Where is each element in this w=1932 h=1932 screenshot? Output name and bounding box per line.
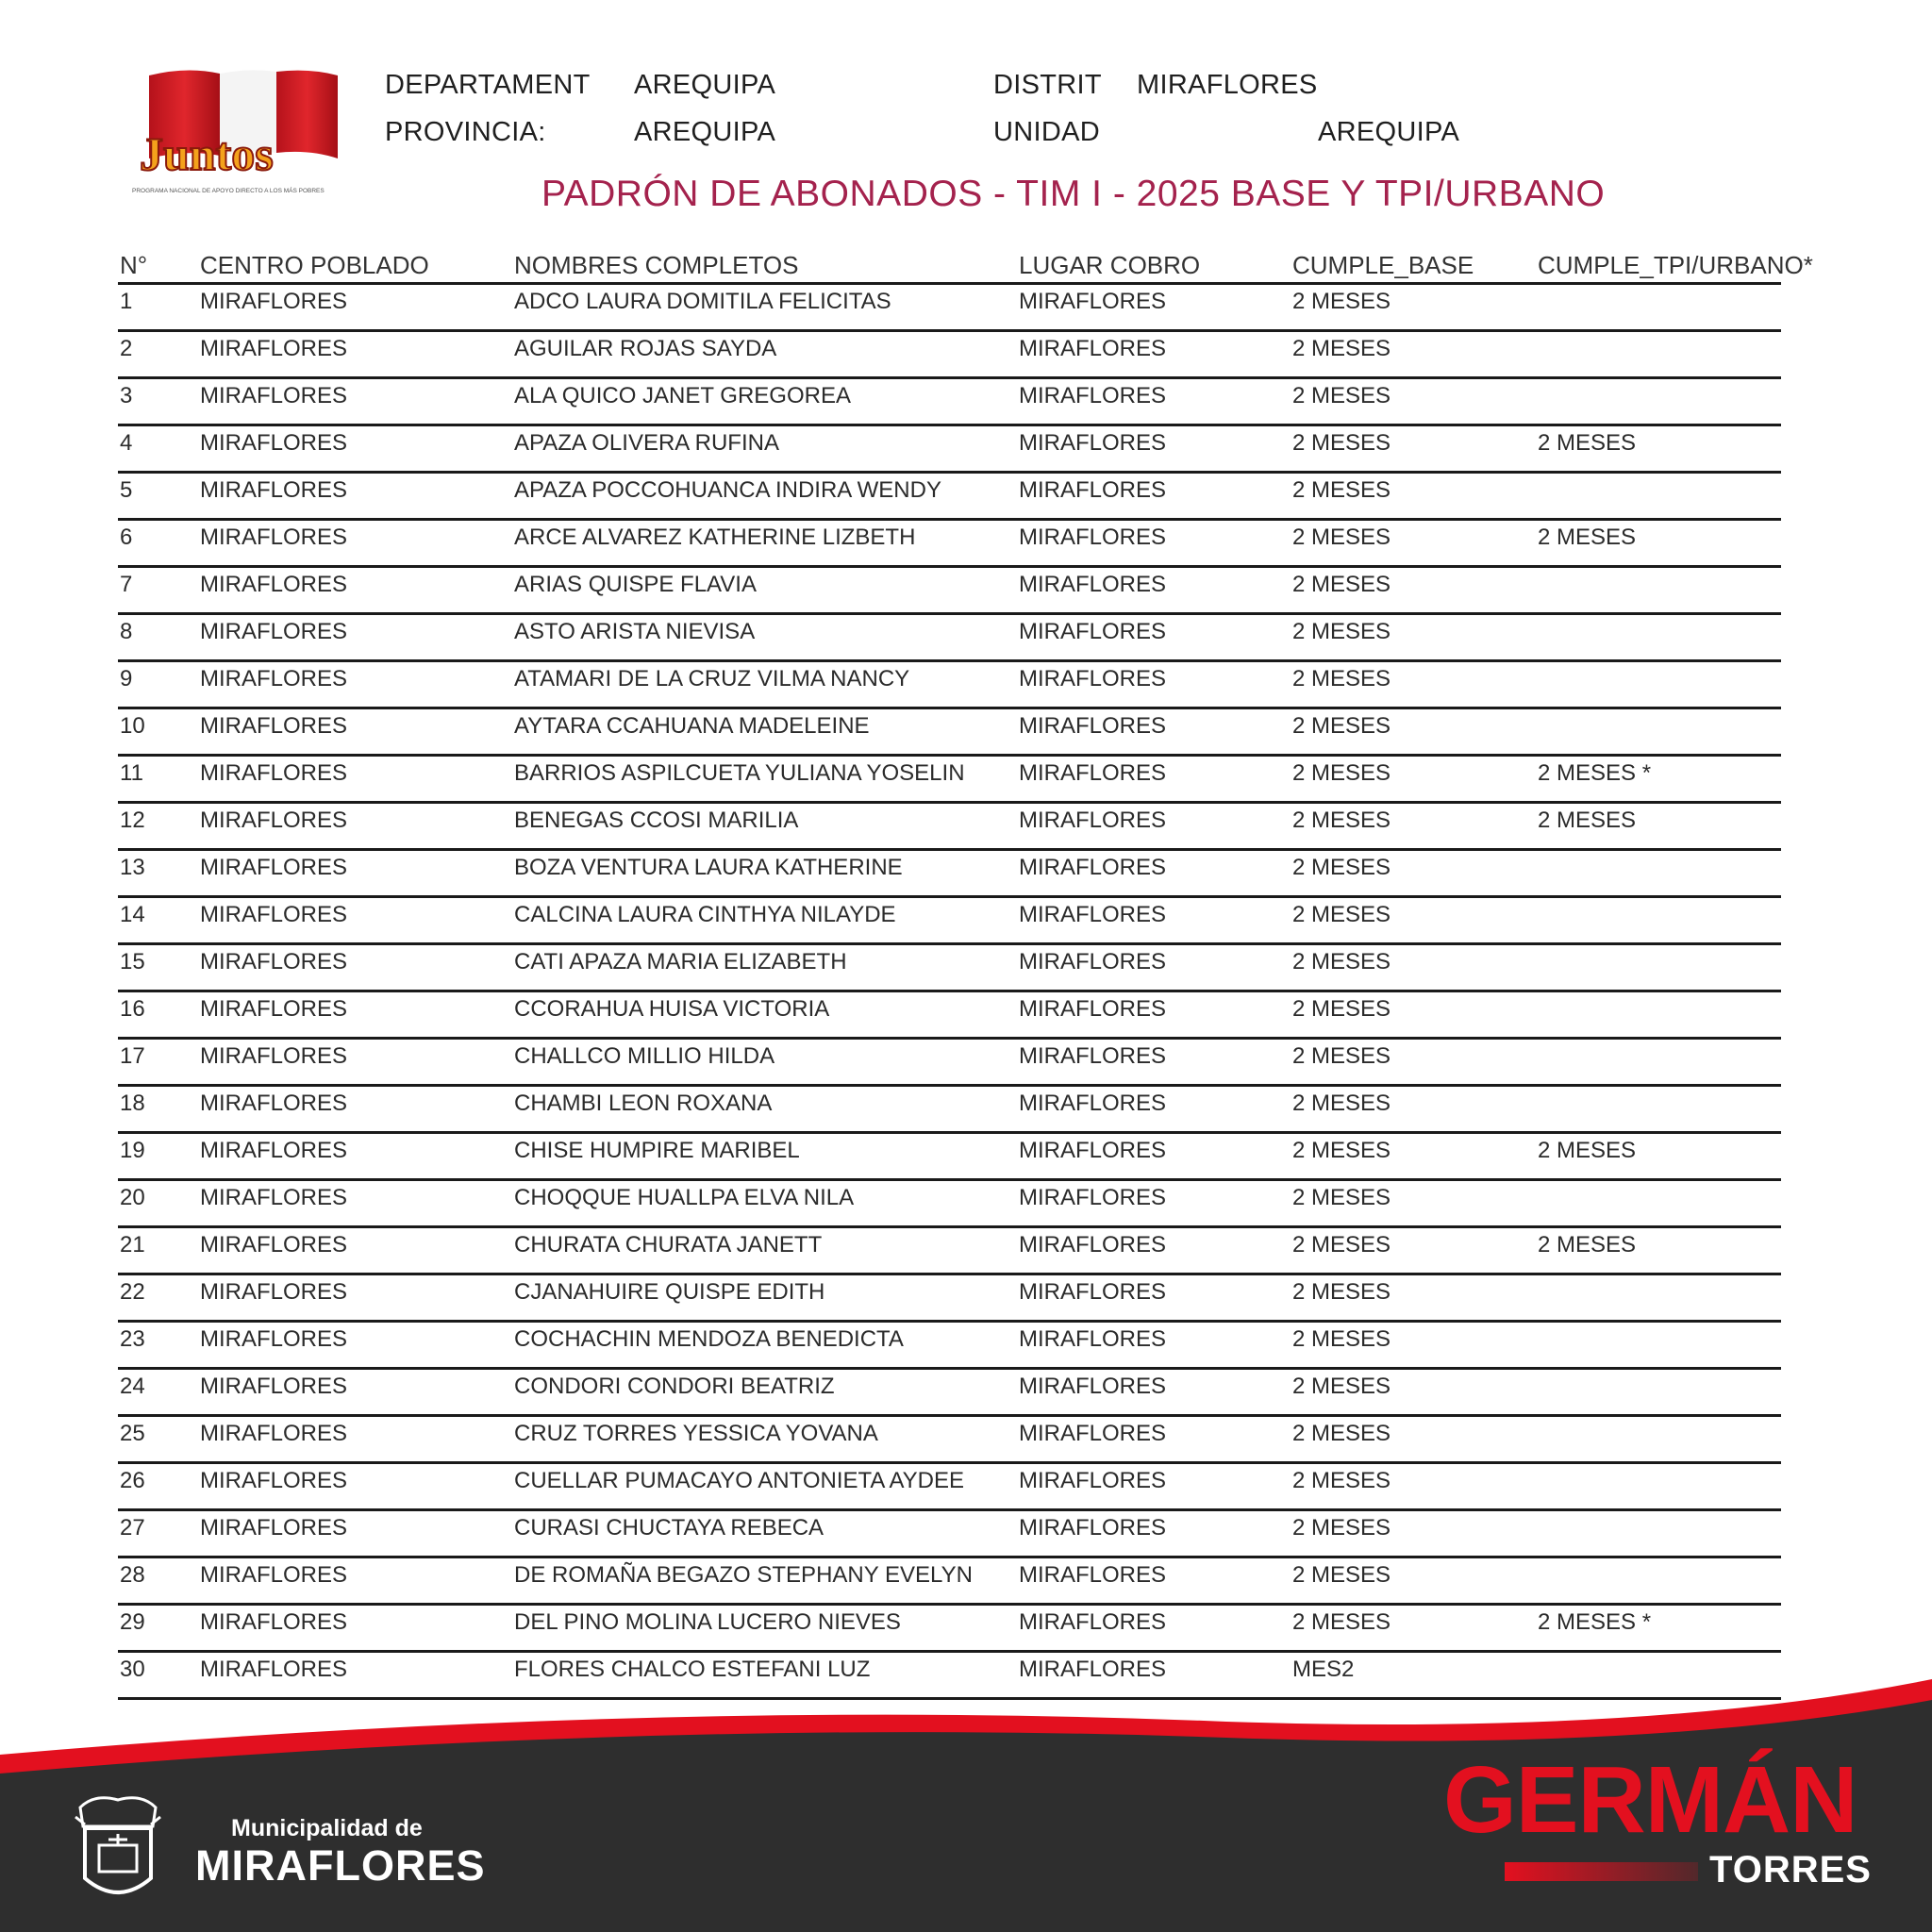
row-cumple-tpi: 2 MESES bbox=[1538, 1232, 1637, 1257]
row-lugar-cobro: MIRAFLORES bbox=[1019, 713, 1167, 739]
table-row bbox=[118, 709, 1781, 757]
row-centro-poblado: MIRAFLORES bbox=[200, 713, 348, 739]
table-row bbox=[118, 1417, 1781, 1464]
row-lugar-cobro: MIRAFLORES bbox=[1019, 572, 1167, 597]
row-nombre: CCORAHUA HUISA VICTORIA bbox=[514, 996, 830, 1022]
row-centro-poblado: MIRAFLORES bbox=[200, 383, 348, 408]
row-number: 23 bbox=[120, 1326, 145, 1352]
row-number: 8 bbox=[120, 619, 133, 644]
brand-name-last: TORRES bbox=[1709, 1849, 1872, 1890]
table-row bbox=[118, 1370, 1781, 1417]
row-nombre: CHALLCO MILLIO HILDA bbox=[514, 1043, 775, 1069]
row-centro-poblado: MIRAFLORES bbox=[200, 1468, 348, 1493]
row-nombre: ARCE ALVAREZ KATHERINE LIZBETH bbox=[514, 525, 916, 550]
row-centro-poblado: MIRAFLORES bbox=[200, 902, 348, 927]
row-centro-poblado: MIRAFLORES bbox=[200, 1421, 348, 1446]
row-cumple-base: 2 MESES bbox=[1292, 855, 1391, 880]
row-nombre: APAZA POCCOHUANCA INDIRA WENDY bbox=[514, 477, 941, 503]
row-cumple-base: 2 MESES bbox=[1292, 1515, 1391, 1541]
row-nombre: CHISE HUMPIRE MARIBEL bbox=[514, 1138, 800, 1163]
row-lugar-cobro: MIRAFLORES bbox=[1019, 619, 1167, 644]
table-row bbox=[118, 757, 1781, 804]
brand-name-first: GERMÁN bbox=[1443, 1747, 1857, 1853]
row-centro-poblado: MIRAFLORES bbox=[200, 855, 348, 880]
row-nombre: CONDORI CONDORI BEATRIZ bbox=[514, 1374, 835, 1399]
row-lugar-cobro: MIRAFLORES bbox=[1019, 1279, 1167, 1305]
row-number: 18 bbox=[120, 1091, 145, 1116]
row-number: 6 bbox=[120, 525, 133, 550]
table-row bbox=[118, 1087, 1781, 1134]
row-number: 28 bbox=[120, 1562, 145, 1588]
row-number: 9 bbox=[120, 666, 133, 691]
row-centro-poblado: MIRAFLORES bbox=[200, 808, 348, 833]
row-number: 24 bbox=[120, 1374, 145, 1399]
row-centro-poblado: MIRAFLORES bbox=[200, 572, 348, 597]
row-centro-poblado: MIRAFLORES bbox=[200, 525, 348, 550]
row-centro-poblado: MIRAFLORES bbox=[200, 949, 348, 974]
table-row bbox=[118, 332, 1781, 379]
provincia-value: AREQUIPA bbox=[634, 117, 776, 147]
table-row bbox=[118, 1275, 1781, 1323]
row-number: 11 bbox=[120, 760, 143, 786]
row-lugar-cobro: MIRAFLORES bbox=[1019, 1374, 1167, 1399]
row-centro-poblado: MIRAFLORES bbox=[200, 1138, 348, 1163]
row-lugar-cobro: MIRAFLORES bbox=[1019, 289, 1167, 314]
row-cumple-base: 2 MESES bbox=[1292, 666, 1391, 691]
row-number: 22 bbox=[120, 1279, 145, 1305]
table-row bbox=[118, 1511, 1781, 1558]
row-lugar-cobro: MIRAFLORES bbox=[1019, 1043, 1167, 1069]
table-row bbox=[118, 1606, 1781, 1653]
row-centro-poblado: MIRAFLORES bbox=[200, 336, 348, 361]
table-row bbox=[118, 1181, 1781, 1228]
row-cumple-base: 2 MESES bbox=[1292, 1232, 1391, 1257]
row-nombre: CHAMBI LEON ROXANA bbox=[514, 1091, 773, 1116]
row-lugar-cobro: MIRAFLORES bbox=[1019, 430, 1167, 456]
row-cumple-base: 2 MESES bbox=[1292, 808, 1391, 833]
row-lugar-cobro: MIRAFLORES bbox=[1019, 336, 1167, 361]
row-cumple-base: 2 MESES bbox=[1292, 1421, 1391, 1446]
row-cumple-base: 2 MESES bbox=[1292, 383, 1391, 408]
municipality-label-big: MIRAFLORES bbox=[195, 1841, 486, 1890]
row-number: 15 bbox=[120, 949, 145, 974]
row-cumple-base: 2 MESES bbox=[1292, 996, 1391, 1022]
juntos-logo bbox=[130, 66, 366, 198]
row-cumple-base: 2 MESES bbox=[1292, 713, 1391, 739]
row-centro-poblado: MIRAFLORES bbox=[200, 666, 348, 691]
row-lugar-cobro: MIRAFLORES bbox=[1019, 855, 1167, 880]
row-number: 25 bbox=[120, 1421, 145, 1446]
row-lugar-cobro: MIRAFLORES bbox=[1019, 949, 1167, 974]
table-row bbox=[118, 379, 1781, 426]
row-cumple-tpi: 2 MESES bbox=[1538, 525, 1637, 550]
row-lugar-cobro: MIRAFLORES bbox=[1019, 383, 1167, 408]
row-cumple-base: 2 MESES bbox=[1292, 760, 1391, 786]
row-cumple-base: 2 MESES bbox=[1292, 572, 1391, 597]
row-lugar-cobro: MIRAFLORES bbox=[1019, 996, 1167, 1022]
row-cumple-tpi: 2 MESES bbox=[1538, 1138, 1637, 1163]
row-cumple-base: 2 MESES bbox=[1292, 1468, 1391, 1493]
row-cumple-base: 2 MESES bbox=[1292, 336, 1391, 361]
row-cumple-base: 2 MESES bbox=[1292, 1091, 1391, 1116]
table-row bbox=[118, 945, 1781, 992]
departament-value: AREQUIPA bbox=[634, 70, 776, 100]
row-lugar-cobro: MIRAFLORES bbox=[1019, 1515, 1167, 1541]
table-row bbox=[118, 474, 1781, 521]
row-number: 26 bbox=[120, 1468, 145, 1493]
row-nombre: DE ROMAÑA BEGAZO STEPHANY EVELYN bbox=[514, 1562, 973, 1588]
row-lugar-cobro: MIRAFLORES bbox=[1019, 1185, 1167, 1210]
table-row bbox=[118, 1558, 1781, 1606]
row-lugar-cobro: MIRAFLORES bbox=[1019, 808, 1167, 833]
unidad-value: AREQUIPA bbox=[1318, 117, 1460, 147]
row-centro-poblado: MIRAFLORES bbox=[200, 1562, 348, 1588]
row-number: 3 bbox=[120, 383, 133, 408]
table-row bbox=[118, 1323, 1781, 1370]
row-centro-poblado: MIRAFLORES bbox=[200, 1091, 348, 1116]
row-number: 4 bbox=[120, 430, 133, 456]
row-nombre: CATI APAZA MARIA ELIZABETH bbox=[514, 949, 847, 974]
row-centro-poblado: MIRAFLORES bbox=[200, 1374, 348, 1399]
table-row bbox=[118, 851, 1781, 898]
table-row bbox=[118, 804, 1781, 851]
row-nombre: CHURATA CHURATA JANETT bbox=[514, 1232, 823, 1257]
row-cumple-base: 2 MESES bbox=[1292, 1185, 1391, 1210]
table-row bbox=[118, 615, 1781, 662]
row-centro-poblado: MIRAFLORES bbox=[200, 1515, 348, 1541]
table-row bbox=[118, 521, 1781, 568]
row-cumple-base: 2 MESES bbox=[1292, 1374, 1391, 1399]
row-number: 21 bbox=[120, 1232, 145, 1257]
svg-text:Juntos: Juntos bbox=[140, 127, 274, 180]
row-nombre: BOZA VENTURA LAURA KATHERINE bbox=[514, 855, 903, 880]
row-nombre: ADCO LAURA DOMITILA FELICITAS bbox=[514, 289, 891, 314]
table-row bbox=[118, 662, 1781, 709]
row-nombre: ALA QUICO JANET GREGOREA bbox=[514, 383, 851, 408]
distrit-label: DISTRIT bbox=[993, 70, 1102, 100]
row-nombre: ASTO ARISTA NIEVISA bbox=[514, 619, 756, 644]
row-number: 29 bbox=[120, 1609, 145, 1635]
row-lugar-cobro: MIRAFLORES bbox=[1019, 1091, 1167, 1116]
row-nombre: ARIAS QUISPE FLAVIA bbox=[514, 572, 757, 597]
row-number: 30 bbox=[120, 1657, 145, 1682]
row-nombre: DEL PINO MOLINA LUCERO NIEVES bbox=[514, 1609, 901, 1635]
column-header-lugar-cobro: LUGAR COBRO bbox=[1019, 251, 1201, 279]
table-body bbox=[118, 285, 1781, 1700]
row-nombre: AGUILAR ROJAS SAYDA bbox=[514, 336, 777, 361]
row-cumple-tpi: 2 MESES bbox=[1538, 430, 1637, 456]
row-lugar-cobro: MIRAFLORES bbox=[1019, 666, 1167, 691]
row-number: 27 bbox=[120, 1515, 145, 1541]
table-row bbox=[118, 898, 1781, 945]
table-row bbox=[118, 992, 1781, 1040]
row-cumple-base: 2 MESES bbox=[1292, 289, 1391, 314]
row-cumple-base: 2 MESES bbox=[1292, 949, 1391, 974]
row-cumple-base: 2 MESES bbox=[1292, 1043, 1391, 1069]
row-centro-poblado: MIRAFLORES bbox=[200, 1279, 348, 1305]
row-lugar-cobro: MIRAFLORES bbox=[1019, 902, 1167, 927]
row-lugar-cobro: MIRAFLORES bbox=[1019, 1421, 1167, 1446]
row-lugar-cobro: MIRAFLORES bbox=[1019, 1562, 1167, 1588]
row-cumple-base: MES2 bbox=[1292, 1657, 1355, 1682]
table-header bbox=[118, 247, 1813, 285]
row-centro-poblado: MIRAFLORES bbox=[200, 430, 348, 456]
table-row bbox=[118, 1464, 1781, 1511]
row-nombre: COCHACHIN MENDOZA BENEDICTA bbox=[514, 1326, 904, 1352]
row-lugar-cobro: MIRAFLORES bbox=[1019, 1657, 1167, 1682]
table-row bbox=[118, 568, 1781, 615]
table-row bbox=[118, 1040, 1781, 1087]
row-number: 13 bbox=[120, 855, 145, 880]
row-nombre: CHOQQUE HUALLPA ELVA NILA bbox=[514, 1185, 855, 1210]
row-lugar-cobro: MIRAFLORES bbox=[1019, 1468, 1167, 1493]
departament-label: DEPARTAMENT bbox=[385, 70, 591, 100]
row-lugar-cobro: MIRAFLORES bbox=[1019, 1232, 1167, 1257]
row-centro-poblado: MIRAFLORES bbox=[200, 1232, 348, 1257]
row-centro-poblado: MIRAFLORES bbox=[200, 1609, 348, 1635]
row-cumple-tpi: 2 MESES * bbox=[1538, 760, 1652, 786]
row-cumple-tpi: 2 MESES * bbox=[1538, 1609, 1652, 1635]
row-lugar-cobro: MIRAFLORES bbox=[1019, 760, 1167, 786]
table-row bbox=[118, 1228, 1781, 1275]
row-centro-poblado: MIRAFLORES bbox=[200, 619, 348, 644]
row-number: 20 bbox=[120, 1185, 145, 1210]
row-lugar-cobro: MIRAFLORES bbox=[1019, 477, 1167, 503]
table-row bbox=[118, 1134, 1781, 1181]
row-nombre: CJANAHUIRE QUISPE EDITH bbox=[514, 1279, 825, 1305]
column-header-nombres: NOMBRES COMPLETOS bbox=[514, 251, 799, 279]
row-number: 1 bbox=[120, 289, 133, 314]
row-lugar-cobro: MIRAFLORES bbox=[1019, 1138, 1167, 1163]
row-lugar-cobro: MIRAFLORES bbox=[1019, 1326, 1167, 1352]
row-nombre: FLORES CHALCO ESTEFANI LUZ bbox=[514, 1657, 871, 1682]
distrit-value: MIRAFLORES bbox=[1137, 70, 1318, 100]
row-cumple-base: 2 MESES bbox=[1292, 1609, 1391, 1635]
municipality-crest-icon bbox=[66, 1789, 170, 1911]
unidad-label: UNIDAD bbox=[993, 117, 1100, 147]
row-number: 7 bbox=[120, 572, 133, 597]
row-number: 16 bbox=[120, 996, 145, 1022]
row-cumple-base: 2 MESES bbox=[1292, 1326, 1391, 1352]
brand-underline bbox=[1505, 1862, 1698, 1881]
row-nombre: CALCINA LAURA CINTHYA NILAYDE bbox=[514, 902, 896, 927]
row-number: 5 bbox=[120, 477, 133, 503]
row-centro-poblado: MIRAFLORES bbox=[200, 1043, 348, 1069]
table-row bbox=[118, 426, 1781, 474]
row-centro-poblado: MIRAFLORES bbox=[200, 289, 348, 314]
row-cumple-base: 2 MESES bbox=[1292, 619, 1391, 644]
row-centro-poblado: MIRAFLORES bbox=[200, 477, 348, 503]
column-header-centro-poblado: CENTRO POBLADO bbox=[200, 251, 429, 279]
row-centro-poblado: MIRAFLORES bbox=[200, 996, 348, 1022]
row-nombre: BARRIOS ASPILCUETA YULIANA YOSELIN bbox=[514, 760, 965, 786]
row-number: 19 bbox=[120, 1138, 145, 1163]
svg-text:PROGRAMA NACIONAL DE APOYO DIR: PROGRAMA NACIONAL DE APOYO DIRECTO A LOS MÁS POBRES bbox=[132, 188, 325, 194]
row-cumple-base: 2 MESES bbox=[1292, 1562, 1391, 1588]
beneficiary-table bbox=[118, 247, 1813, 1700]
row-number: 12 bbox=[120, 808, 145, 833]
row-centro-poblado: MIRAFLORES bbox=[200, 1657, 348, 1682]
row-number: 14 bbox=[120, 902, 145, 927]
document-title: PADRÓN DE ABONADOS - TIM I - 2025 BASE Y TPI/URBANO bbox=[541, 174, 1606, 214]
row-nombre: BENEGAS CCOSI MARILIA bbox=[514, 808, 799, 833]
row-cumple-base: 2 MESES bbox=[1292, 525, 1391, 550]
row-cumple-base: 2 MESES bbox=[1292, 902, 1391, 927]
column-header-cumple-tpi: CUMPLE_TPI/URBANO* bbox=[1538, 251, 1813, 279]
row-nombre: CUELLAR PUMACAYO ANTONIETA AYDEE bbox=[514, 1468, 965, 1493]
row-cumple-base: 2 MESES bbox=[1292, 1138, 1391, 1163]
row-nombre: ATAMARI DE LA CRUZ VILMA NANCY bbox=[514, 666, 910, 691]
row-number: 10 bbox=[120, 713, 145, 739]
provincia-label: PROVINCIA: bbox=[385, 117, 546, 147]
row-cumple-tpi: 2 MESES bbox=[1538, 808, 1637, 833]
row-centro-poblado: MIRAFLORES bbox=[200, 1326, 348, 1352]
column-header-cumple-base: CUMPLE_BASE bbox=[1292, 251, 1474, 279]
row-centro-poblado: MIRAFLORES bbox=[200, 760, 348, 786]
row-nombre: CRUZ TORRES YESSICA YOVANA bbox=[514, 1421, 878, 1446]
row-cumple-base: 2 MESES bbox=[1292, 430, 1391, 456]
row-cumple-base: 2 MESES bbox=[1292, 477, 1391, 503]
row-number: 17 bbox=[120, 1043, 145, 1069]
row-nombre: CURASI CHUCTAYA REBECA bbox=[514, 1515, 824, 1541]
row-nombre: APAZA OLIVERA RUFINA bbox=[514, 430, 779, 456]
column-header-number: N° bbox=[120, 251, 148, 279]
row-number: 2 bbox=[120, 336, 133, 361]
row-cumple-base: 2 MESES bbox=[1292, 1279, 1391, 1305]
row-nombre: AYTARA CCAHUANA MADELEINE bbox=[514, 713, 870, 739]
row-lugar-cobro: MIRAFLORES bbox=[1019, 1609, 1167, 1635]
table-row bbox=[118, 285, 1781, 332]
row-centro-poblado: MIRAFLORES bbox=[200, 1185, 348, 1210]
municipality-label-small: Municipalidad de bbox=[231, 1815, 423, 1841]
row-lugar-cobro: MIRAFLORES bbox=[1019, 525, 1167, 550]
